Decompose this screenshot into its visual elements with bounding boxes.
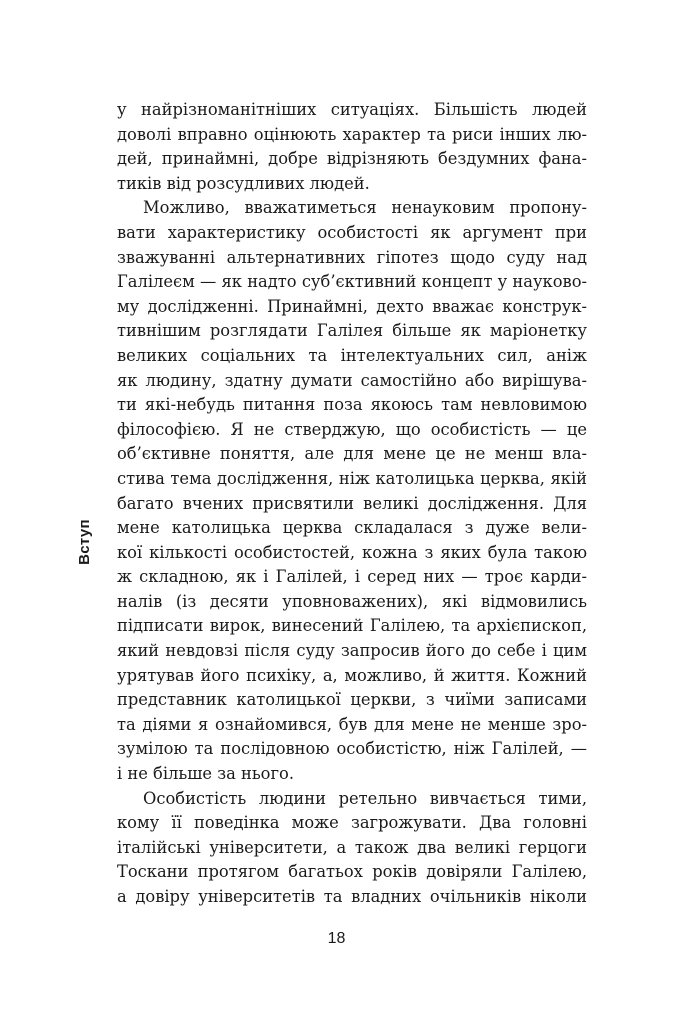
text-line: ж складною, як і Галілей, і серед них — троє карди-: [117, 567, 587, 587]
text-line: кому її поведінка може загрожувати. Два головні: [117, 813, 587, 833]
text-line: Тоскани протягом багатьох років довіряли Галілею,: [117, 862, 587, 882]
body-text: [117, 98, 587, 910]
text-line: налів (із десяти уповноважених), які відмовились: [117, 591, 587, 611]
text-line: зумілою та послідовною особистістю, ніж Галілей, —: [117, 739, 587, 759]
text-line: тивнішим розглядати Галілея більше як маріонетку: [117, 321, 587, 341]
section-side-label: Вступ: [76, 519, 93, 565]
text-line: мене католицька церква складалася з дуже вели-: [117, 518, 587, 538]
text-line: ти які-небудь питання поза якоюсь там невловимою: [117, 395, 587, 415]
text-line: дей, принаймні, добре відрізняють бездумних фана-: [117, 149, 587, 169]
text-line: урятував його психіку, а, можливо, й життя. Кожний: [117, 665, 587, 685]
text-line: великих соціальних та інтелектуальних сил, аніж: [117, 345, 587, 365]
text-line: Можливо, вважатиметься ненауковим пропону-: [143, 198, 587, 218]
text-line: об’єктивне поняття, але для мене це не менш вла-: [117, 444, 587, 464]
text-line: а довіру університетів та владних очільників ніколи: [117, 887, 587, 906]
text-line: зважуванні альтернативних гіпотез щодо суду над: [117, 247, 587, 267]
text-line: філософією. Я не стверджую, що особистість — це: [117, 419, 587, 439]
text-line: стива тема дослідження, ніж католицька церква, якій: [117, 468, 587, 488]
text-line: Особистість людини ретельно вивчається тими,: [143, 788, 587, 808]
text-line: підписати вирок, винесений Галілею, та архієпископ,: [117, 616, 587, 636]
text-line: му дослідженні. Принаймні, дехто вважає конструк-: [117, 296, 587, 316]
text-line: та діями я ознайомився, був для мене не менше зро-: [117, 714, 587, 734]
text-line: як людину, здатну думати самостійно або вирішува-: [117, 370, 587, 390]
text-line: який невдовзі після суду запросив його до себе і цим: [117, 641, 587, 661]
text-line: Галілеєм — як надто суб’єктивний концепт у науково-: [117, 272, 587, 292]
page-number: 18: [327, 930, 346, 947]
text-line: вати характеристику особистості як аргумент при: [117, 222, 587, 242]
text-line: і не більше за нього.: [117, 764, 294, 784]
text-line: представник католицької церкви, з чиїми записами: [117, 690, 587, 710]
text-line: італійські університети, а також два великі герцоги: [117, 837, 587, 857]
text-line: у найрізноманітніших ситуаціях. Більшість людей: [117, 100, 587, 119]
text-line: багато вчених присвятили великі дослідження. Для: [117, 493, 587, 513]
text-line: тиків від розсудливих людей.: [117, 173, 370, 193]
text-line: доволі вправно оцінюють характер та риси інших лю-: [117, 124, 587, 144]
text-line: кої кількості особистостей, кожна з яких була такою: [117, 542, 587, 562]
